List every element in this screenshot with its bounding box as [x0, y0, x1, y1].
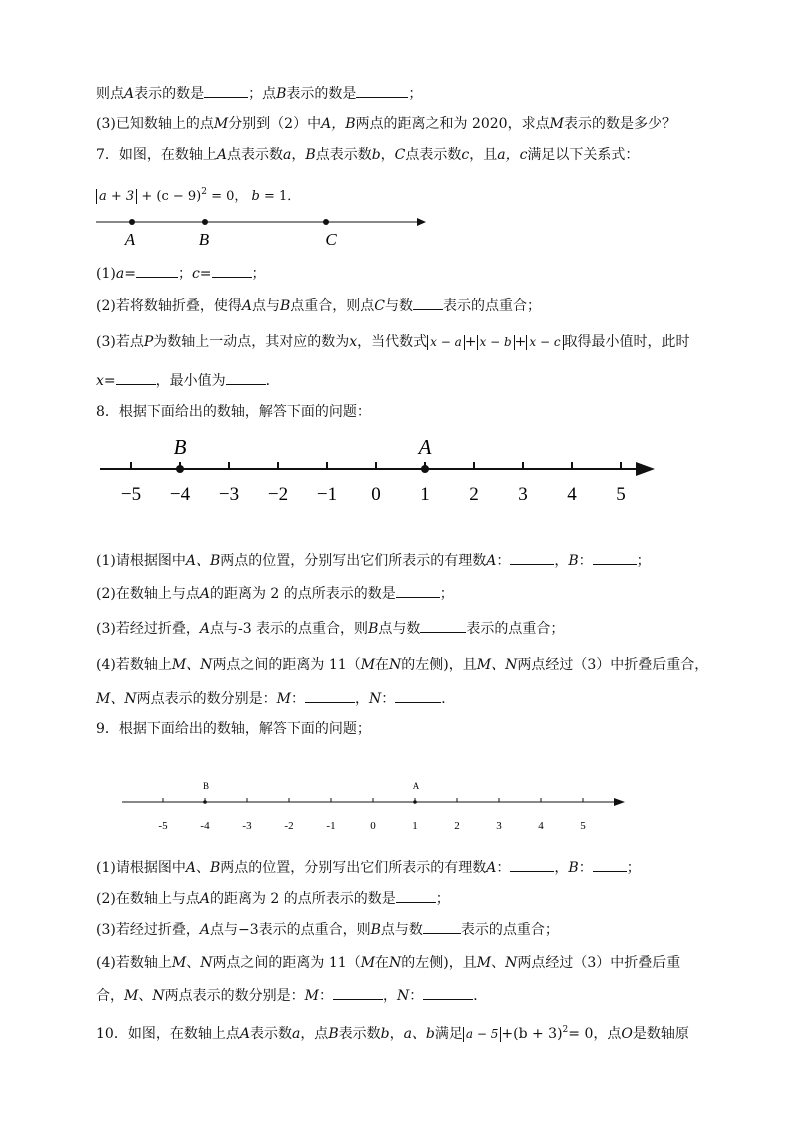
label-A: A [124, 230, 136, 249]
tick-label: 4 [538, 820, 544, 832]
q8-part3: (3)若经过折叠，A点与-3 表示的点重合，则B点与数 表示的点重合； [96, 621, 565, 637]
tick-label: 0 [371, 484, 381, 505]
point-label: B [202, 781, 210, 791]
blank[interactable] [226, 371, 266, 385]
tick-label: 1 [420, 484, 430, 505]
blank[interactable] [395, 689, 441, 703]
blank[interactable] [423, 920, 461, 934]
point-label: A [412, 781, 420, 791]
q8-number-line [100, 435, 655, 505]
q7-number-line [96, 218, 426, 249]
label-B: B [198, 230, 210, 249]
blank[interactable] [116, 371, 156, 385]
point-label: B [173, 435, 187, 459]
q7-equation: $a + 3 + (c - 9)^2 = 0$， b = 1． [96, 183, 300, 206]
tick-label: −2 [267, 484, 289, 505]
blank[interactable] [593, 551, 637, 565]
tick-label: -5 [158, 820, 168, 832]
q8-heading: 8．根据下面给出的数轴，解答下面的问题： [96, 404, 371, 420]
tick-label: −5 [120, 484, 142, 505]
point-A [421, 465, 429, 473]
q8-part4-answer: M、N两点表示的数分别是：M： ，N： ． [96, 691, 456, 707]
tick-label: −3 [218, 484, 240, 505]
point-label: A [418, 435, 432, 459]
point-A [413, 800, 417, 804]
tick-label: 2 [454, 820, 460, 832]
point-A [129, 219, 135, 225]
q6-part3: (3)已知数轴上的点M分别到（2）中A，B两点的距离之和为 2020，求点M表示的数是多少？ [96, 116, 676, 132]
q7-part3-answer: x= ，最小值为 ． [96, 373, 280, 389]
tick-label: -2 [284, 820, 294, 832]
q6-answer-line: 则点A表示的数是 ；点B表示的数是 ； [96, 86, 423, 102]
q9-number-line [122, 781, 625, 832]
blank[interactable] [510, 551, 554, 565]
q8-part2: (2)在数轴上与点A的距离为 2 的点所表示的数是 ； [96, 586, 454, 602]
blank[interactable] [423, 986, 473, 1000]
arrow-icon [636, 462, 655, 476]
point-B [203, 800, 207, 804]
q7-part3: (3)若点P为数轴上一动点，其对应的数为x，当代数式 x − a + x − b + x − c 取得最小值时，此时 [96, 334, 690, 350]
tick-label: 2 [469, 484, 479, 505]
point-C [323, 219, 329, 225]
tick-label: 4 [567, 484, 577, 505]
blank[interactable] [510, 858, 554, 872]
q9-part3: (3)若经过折叠，A点与−3表示的点重合，则B点与数 表示的点重合； [96, 922, 559, 938]
q9-heading: 9．根据下面给出的数轴，解答下面的问题； [96, 721, 371, 737]
q9-part4: (4)若数轴上M、N两点之间的距离为 11（M在N的左侧)，且M、N两点经过（3）中折叠后重 [96, 955, 681, 971]
blank[interactable] [333, 986, 383, 1000]
tick-label: 3 [518, 484, 528, 505]
q7-part2: (2)若将数轴折叠，使得A点与B点重合，则点C与数 表示的点重合； [96, 298, 541, 314]
tick-label: 0 [370, 820, 376, 832]
q10-heading: 10．如图，在数轴上点A表示数a，点B表示数b，a、b满足 $a - 5 +(b + 3)^2= 0$，点O是数轴原 [96, 1025, 689, 1042]
q9-part2: (2)在数轴上与点A的距离为 2 的点所表示的数是 ； [96, 891, 450, 907]
tick-label: 3 [496, 820, 502, 832]
q9-part4-answer: 合，M、N两点表示的数分别是：M： ，N： ． [96, 988, 488, 1004]
q9-part1: (1)请根据图中A、B两点的位置，分别写出它们所表示的有理数A： ，B： ； [96, 860, 641, 876]
q8-part1: (1)请根据图中A、B两点的位置，分别写出它们所表示的有理数A： ，B： ； [96, 553, 651, 569]
tick-label: 5 [580, 820, 586, 832]
q7-heading: 7．如图，在数轴上A点表示数a，B点表示数b，C点表示数c，且a，c满足以下关系式： [96, 147, 640, 163]
arrow-icon [614, 798, 625, 806]
tick-label: −1 [316, 484, 338, 505]
q7-part1: (1)a= ；c= ； [96, 266, 266, 282]
point-B [176, 465, 184, 473]
tick-label: 1 [412, 820, 418, 832]
blank[interactable] [413, 296, 443, 310]
tick-label: -3 [242, 820, 252, 832]
q8-part4: (4)若数轴上M、N两点之间的距离为 11（M在N的左侧)，且M、N两点经过（3）中折叠后重合， [96, 657, 709, 673]
label-C: C [325, 230, 337, 249]
tick-label: 5 [616, 484, 626, 505]
point-B [202, 219, 208, 225]
blank[interactable] [593, 858, 627, 872]
blank[interactable] [396, 889, 436, 903]
blank[interactable] [212, 264, 252, 278]
blank[interactable] [420, 619, 466, 633]
tick-label: -1 [326, 820, 336, 832]
tick-label: −4 [169, 484, 191, 505]
blank[interactable] [305, 689, 355, 703]
blank[interactable] [136, 264, 178, 278]
arrow-icon [417, 218, 426, 226]
tick-label: -4 [200, 820, 210, 832]
blank[interactable] [396, 584, 440, 598]
